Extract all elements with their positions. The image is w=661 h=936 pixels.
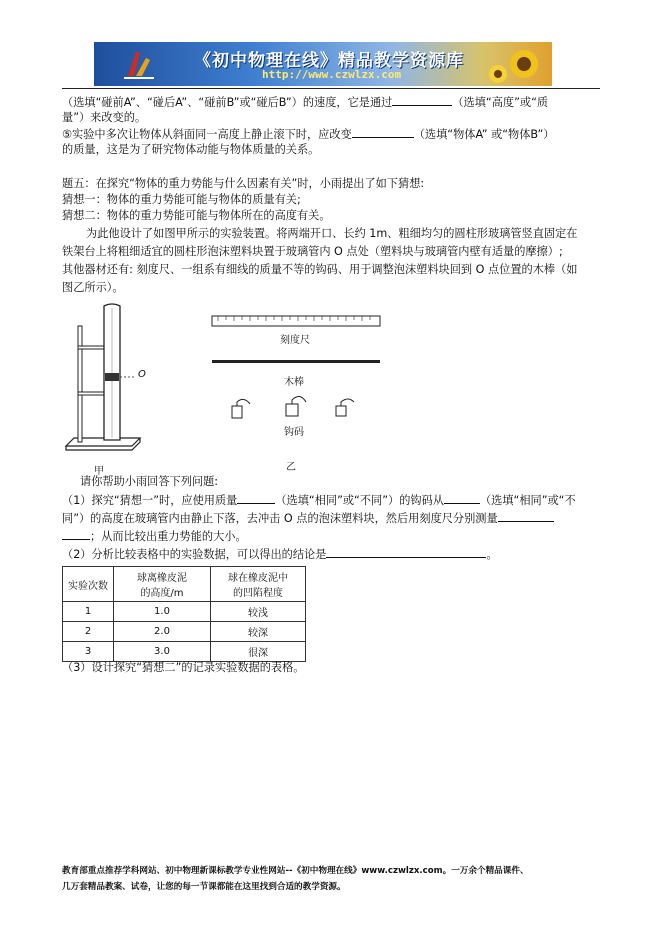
site-logo-icon <box>122 48 156 80</box>
answer-blank[interactable] <box>326 546 486 558</box>
question-1-line-1: （1）探究“猜想一”时，应使用质量 （选填“相同”或“不同”）的钩码从 （选填“相同”或“不 <box>62 494 576 507</box>
answer-blank[interactable] <box>444 492 480 504</box>
table-cell: 较浅 <box>211 602 306 622</box>
question-1-line-2: 同”）的高度在玻璃管内由静止下落，去冲击 O 点的泡沫塑料块，然后用刻度尺分别测量 <box>62 510 602 527</box>
text-line-4: 的质量，这是为了研究物体动能与物体质量的关系。 <box>62 143 320 156</box>
question-1-line-3: ；从而比较出重力势能的大小。 <box>62 528 602 545</box>
stick-label: 木棒 <box>284 377 304 388</box>
table-cell: 1 <box>63 602 114 622</box>
text-line-2: 量”）来改变的。 <box>62 111 147 124</box>
table-cell: 3.0 <box>114 642 211 662</box>
table-header-cell: 球在橡皮泥中 的凹陷程度 <box>211 567 306 602</box>
setup-line-2: 铁架台上将粗细适宜的圆柱形泡沫塑料块置于玻璃管内 O 点处（塑料块与玻璃管内壁有适量的摩擦）; <box>62 245 563 258</box>
setup-line-1: 为此他设计了如图甲所示的实验装置。将两端开口、长约 1m、粗细均匀的圆柱形玻璃管竖直固定在 <box>86 227 578 240</box>
table-cell: 3 <box>63 642 114 662</box>
table-cell: 很深 <box>211 642 306 662</box>
answer-blank[interactable] <box>62 528 90 540</box>
text-line-1: （选填“碰前A”、“碰后A”、“碰前B”或“碰后B”）的速度，它是通过 （选填“高度”或“质 <box>62 96 549 109</box>
table-header-row <box>63 567 306 602</box>
text-line-3: ⑤实验中多次让物体从斜面同一高度上静止滚下时，应改变 （选填“物体A” 或“物体B”） <box>62 128 555 141</box>
banner-url: http://www.czwlzx.com <box>262 68 402 81</box>
setup-line-3: 其他器材还有: 刻度尺、一组系有细线的质量不等的钩码、用于调整泡沫塑料块回到 O 点位置的木棒（如 <box>62 263 578 276</box>
sunflower-icon <box>486 44 546 84</box>
header-banner <box>94 42 552 86</box>
question-intro: 请你帮助小雨回答下列问题: <box>80 475 219 488</box>
table-header-cell: 实验次数 <box>63 567 114 602</box>
answer-blank[interactable] <box>352 126 414 138</box>
footer-line-2: 几万套精品教案、试卷，让您的每一节课都能在这里找到合适的教学资源。 <box>62 882 346 892</box>
answer-blank[interactable] <box>237 492 275 504</box>
footer-line-1: 教育部重点推荐学科网站、初中物理新课标教学专业性网站--《初中物理在线》www.czwlzx.com。一万余个精品课件、 <box>62 866 529 876</box>
table-row <box>63 622 306 642</box>
weights-label: 钩码 <box>284 427 304 438</box>
table-row <box>63 642 306 662</box>
header-rule <box>62 88 600 89</box>
table-cell: 2.0 <box>114 622 211 642</box>
table-row <box>63 602 306 622</box>
table-header-cell: 球离橡皮泥 的高度/m <box>114 567 211 602</box>
setup-line-4: 图乙所示）。 <box>62 281 124 294</box>
answer-blank[interactable] <box>392 94 452 106</box>
table-cell: 较深 <box>211 622 306 642</box>
data-table <box>62 566 306 662</box>
banner-title: 《初中物理在线》精品教学资源库 <box>194 51 464 71</box>
problem-title: 题五：在探究“物体的重力势能与什么因素有关”时，小雨提出了如下猜想: <box>62 177 425 190</box>
table-cell: 1.0 <box>114 602 211 622</box>
hypothesis-2: 猜想二：物体的重力势能可能与物体所在的高度有关。 <box>62 209 331 222</box>
label-o: O <box>138 369 146 380</box>
question-2: （2）分析比较表格中的实验数据，可以得出的结论是 。 <box>62 548 498 561</box>
apparatus-figure-jia <box>62 300 152 462</box>
hypothesis-1: 猜想一：物体的重力势能可能与物体的质量有关; <box>62 193 301 206</box>
ruler-label: 刻度尺 <box>280 335 310 346</box>
label-yi: 乙 <box>286 462 296 473</box>
answer-blank[interactable] <box>498 510 554 522</box>
table-cell: 2 <box>63 622 114 642</box>
question-3: （3）设计探究“猜想二”的记录实验数据的表格。 <box>62 661 305 674</box>
label-jia: 甲 <box>94 466 104 477</box>
